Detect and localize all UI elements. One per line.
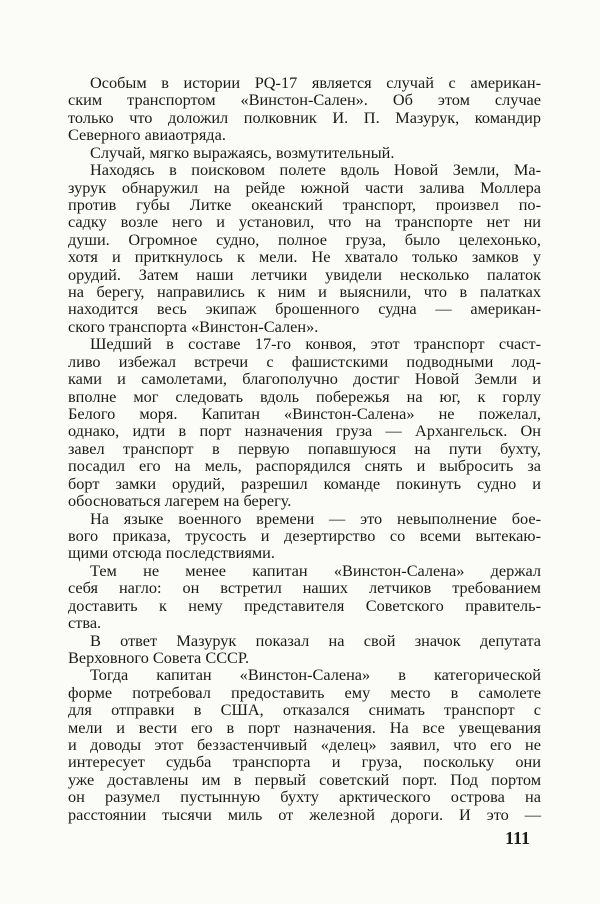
text-line: В ответ Мазурук показал на свой значок депутата xyxy=(90,630,541,650)
text-line: он разумел пустынную бухту арктического острова на xyxy=(68,787,541,807)
text-line: души. Огромное судно, полное груза, было целехонько, xyxy=(68,229,541,249)
text-line: На языке военного времени — это невыполнение бое- xyxy=(90,508,541,528)
text-line: обосноваться лагерем на берегу. xyxy=(68,491,292,511)
text-line: себя нагло: он встретил наших летчиков требованием xyxy=(68,578,541,598)
text-line: однако, идти в порт назначения груза — Архангельск. Он xyxy=(68,421,541,441)
text-line: против губы Литке океанский транспорт, произвел по- xyxy=(68,194,541,214)
text-line: ским транспортом «Винстон-Сален». Об этом случае xyxy=(68,90,541,110)
text-line: доставить к нему представителя Советского правитель- xyxy=(68,595,541,615)
body-text xyxy=(68,74,541,823)
text-line: интересует судьба транспорта и груза, поскольку они xyxy=(68,752,541,772)
text-line: Тем не менее капитан «Винстон-Салена» держал xyxy=(90,560,541,580)
text-line: ливо избежал встречи с фашистскими подводными лод- xyxy=(68,351,541,371)
text-line: только что доложил полковник И. П. Мазурук, командир xyxy=(68,107,541,127)
page-number: 111 xyxy=(505,828,531,848)
text-line: вого приказа, трусость и дезертирство со всеми вытекаю- xyxy=(68,525,541,545)
text-line: садку возле него и установил, что на транспорте нет ни xyxy=(68,212,541,232)
text-line: ками и самолетами, благополучно достиг Новой Земли и xyxy=(68,369,541,389)
text-line: щими отсюда последствиями. xyxy=(68,543,275,563)
text-line: Тогда капитан «Винстон-Салена» в категорической xyxy=(90,665,541,685)
text-line: орудий. Затем наши летчики увидели несколько палаток xyxy=(68,264,541,284)
text-line: завел транспорт в первую попавшуюся на пути бухту, xyxy=(68,438,541,458)
text-line: находится весь экипаж брошенного судна — американ- xyxy=(68,299,541,319)
text-line: на берегу, направились к ним и выяснили, что в палатках xyxy=(68,282,541,302)
text-line: Шедший в составе 17-го конвоя, этот транспорт счаст- xyxy=(90,334,541,354)
text-line: борт замки орудий, разрешил команде покинуть судно и xyxy=(68,473,541,493)
text-line: Верховного Совета СССР. xyxy=(68,647,250,667)
text-line: и доводы этот беззастенчивый «делец» заявил, что его не xyxy=(68,735,541,755)
text-line: хотя и приткнулось к мели. Не хватало только замков у xyxy=(68,247,541,267)
text-line: Белого моря. Капитан «Винстон-Салена» не пожелал, xyxy=(68,404,541,424)
text-line: ства. xyxy=(68,613,102,633)
text-line: вполне мог следовать вдоль побережья на юг, к горлу xyxy=(68,386,541,406)
text-line: для отправки в США, отказался снимать транспорт с xyxy=(68,700,541,720)
text-line: Случай, мягко выражаясь, возмутительный. xyxy=(90,142,395,162)
text-line: мели и вести его в порт назначения. На все увещевания xyxy=(68,717,541,737)
text-line: Находясь в поисковом полете вдоль Новой Земли, Ма- xyxy=(90,160,541,180)
text-line: Северного авиаотряда. xyxy=(68,125,226,145)
text-line: Особым в истории PQ-17 является случай с американ- xyxy=(90,73,541,92)
text-line: зурук обнаружил на рейде южной части залива Моллера xyxy=(68,177,541,197)
text-line: посадил его на мель, распорядился снять и выбросить за xyxy=(68,456,541,476)
text-line: расстоянии тысячи миль от железной дороги. И это — xyxy=(68,804,541,824)
text-line: форме потребовал предоставить ему место в самолете xyxy=(68,682,541,702)
text-line: уже доставлены им в первый советский порт. Под портом xyxy=(68,769,541,789)
text-line: ского транспорта «Винстон-Сален». xyxy=(68,316,319,336)
